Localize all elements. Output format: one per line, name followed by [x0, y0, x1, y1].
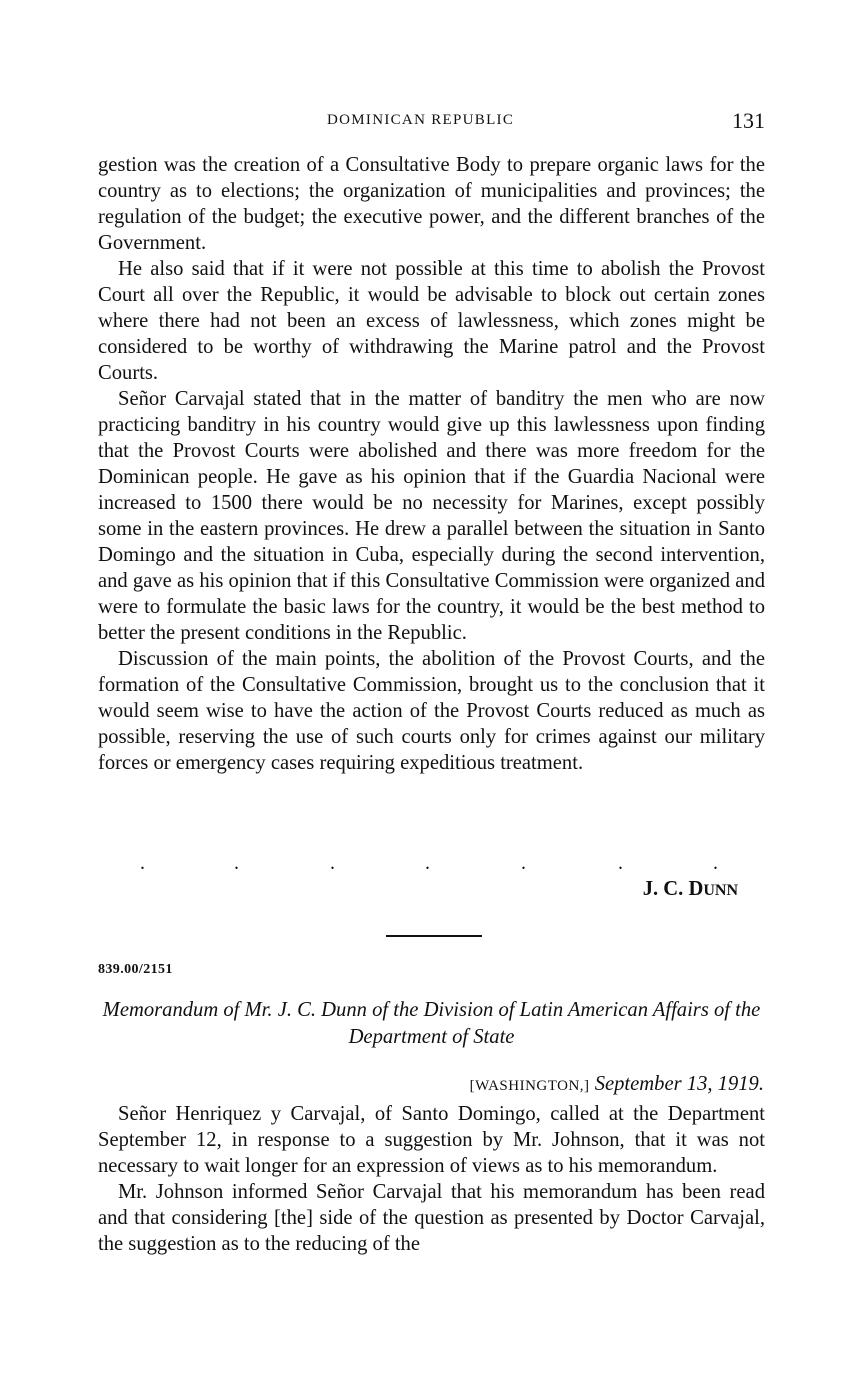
- paragraph: Señor Henriquez y Carvajal, of Santo Domingo, called at the Department September 12, in response to a suggestion by Mr. Johnson, that it was not necessary to wait longer for an expression of views as to his memorandum.: [98, 1103, 765, 1177]
- body-text: [98, 152, 765, 776]
- page-number: 131: [732, 108, 765, 133]
- signature-surname: UNN: [703, 882, 738, 899]
- ellipsis-dot: .: [618, 852, 623, 874]
- running-head: [0, 108, 860, 136]
- running-head-title: DOMINICAN REPUBLIC: [327, 112, 515, 128]
- dateline: [470, 1073, 764, 1096]
- paragraph: Discussion of the main points, the abolition of the Provost Courts, and the formation of the Consultative Commission, brought us to the conclusion that it would seem wise to have the action of the Provost Courts reduced as much as possible, reserving the use of such courts only for crimes against our military forces or emergency cases requiring expeditious treatment.: [98, 648, 765, 774]
- signature: [643, 878, 738, 901]
- ellipsis-dot: .: [713, 852, 718, 874]
- file-number: 839.00/2151: [98, 962, 173, 977]
- ellipsis-dot: .: [425, 852, 430, 874]
- paragraph: Señor Carvajal stated that in the matter of banditry the men who are now practicing banditry in his country would give up this lawlessness upon finding that the Provost Courts were abolished and there was more freedom for the Dominican people. He gave as his opinion that if the Guardia Nacional were increased to 1500 there would be no necessity for Marines, except possibly some in the eastern provinces. He drew a parallel between the situation in Santo Domingo and the situation in Cuba, especially during the second intervention, and gave as his opinion that if this Consultative Commission were organized and were to formulate the basic laws for the country, it would be the best method to better the present conditions in the Republic.: [98, 388, 765, 644]
- signature-initials: J. C. D: [642, 878, 704, 900]
- ellipsis-dot: .: [140, 852, 145, 874]
- dateline-place: [WASHINGTON,]: [469, 1078, 590, 1094]
- ellipsis-dot: .: [521, 852, 526, 874]
- ellipsis-dot: .: [234, 852, 239, 874]
- paragraph: He also said that if it were not possible at this time to abolish the Provost Court all over the Republic, it would be advisable to block out certain zones where there had not been an excess of lawlessness, which zones might be considered to be worthy of withdrawing the Marine patrol and the Provost Courts.: [98, 258, 765, 384]
- ellipsis-dots: [0, 852, 860, 872]
- memo-title: Memorandum of Mr. J. C. Dunn of the Division of Latin American Affairs of the Department of State: [102, 999, 761, 1048]
- paragraph: Mr. Johnson informed Señor Carvajal that his memorandum has been read and that considering [the] side of the question as presented by Doctor Carvajal, the suggestion as to the reducing of the: [98, 1181, 765, 1255]
- dateline-date: September 13, 1919.: [594, 1073, 764, 1095]
- paragraph: gestion was the creation of a Consultative Body to prepare organic laws for the country as to elections; the organization of municipalities and provinces; the regulation of the budget; the executive power, and the different branches of the Government.: [98, 154, 765, 254]
- section-divider: [386, 935, 482, 937]
- memo-text: [98, 1101, 765, 1257]
- ellipsis-dot: .: [330, 852, 335, 874]
